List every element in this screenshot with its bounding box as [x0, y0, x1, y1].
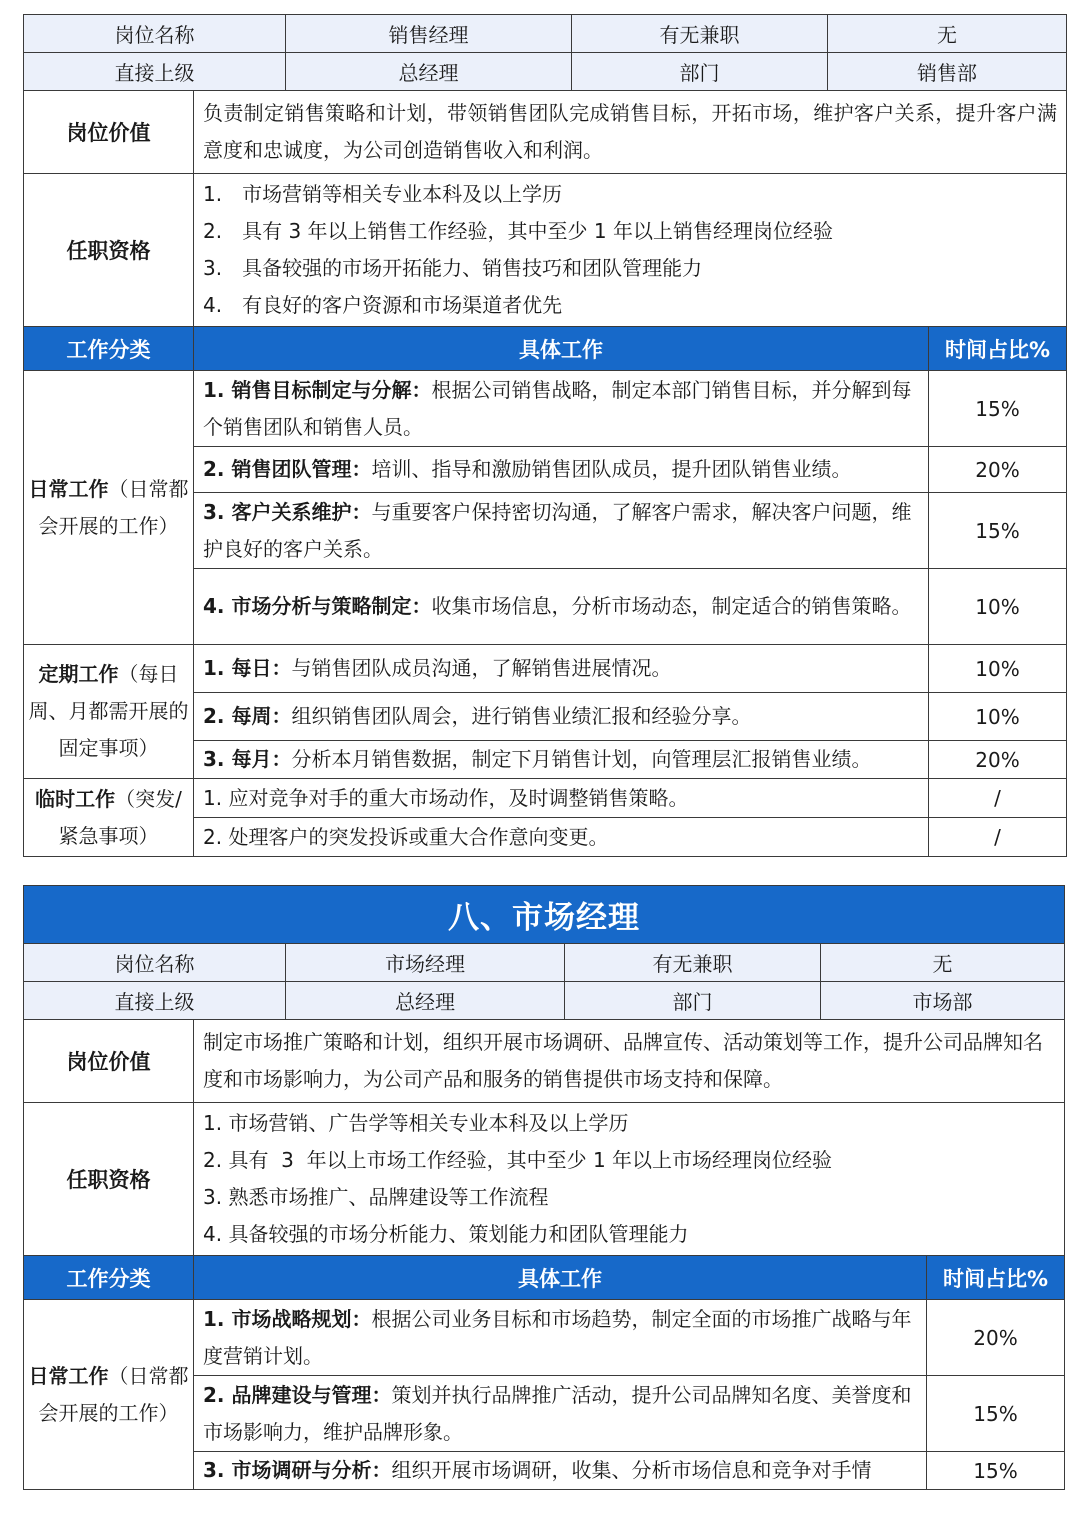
- category-rest: （每日周、月都需开展的固定事项）: [28, 662, 189, 760]
- task-cell: [194, 371, 929, 447]
- qualification-item: 2. 具有 3 年以上市场工作经验，其中至少 1 年以上市场经理岗位经验: [203, 1148, 833, 1172]
- task-title: 3. 每月：: [203, 747, 292, 771]
- position-value-text: 制定市场推广策略和计划，组织开展市场调研、品牌宣传、活动策划等工作，提升公司品牌知名度和市场影响力，为公司产品和服务的销售提供市场支持和保障。: [194, 1020, 1065, 1103]
- label-department: 部门: [565, 982, 821, 1020]
- position-value-label: 岗位价值: [24, 91, 194, 174]
- section-title: 八、市场经理: [24, 886, 1065, 944]
- task-percent: 15%: [927, 1376, 1065, 1452]
- periodic-work-category: [24, 645, 194, 779]
- market-manager-table: [23, 885, 1065, 1490]
- task-text: 分析本月销售数据，制定下月销售计划，向管理层汇报销售业绩。: [291, 747, 872, 771]
- category-bold: 定期工作: [38, 662, 119, 686]
- label-superior: 直接上级: [24, 982, 286, 1020]
- category-rest: （突发/紧急事项）: [58, 786, 182, 848]
- task-percent: 20%: [929, 741, 1067, 779]
- task-percent: 10%: [929, 645, 1067, 693]
- task-title: 1. 每日：: [203, 656, 292, 680]
- category-rest: （日常都会开展的工作）: [38, 476, 189, 538]
- value-position: 市场经理: [286, 944, 565, 982]
- task-text: 1. 应对竞争对手的重大市场动作，及时调整销售策略。: [194, 779, 929, 818]
- temporary-work-category: [24, 779, 194, 857]
- task-title: 3. 市场调研与分析：: [203, 1458, 392, 1482]
- qualifications-label: 任职资格: [24, 1103, 194, 1256]
- task-percent: /: [929, 779, 1067, 818]
- task-text: 组织销售团队周会，进行销售业绩汇报和经验分享。: [291, 704, 752, 728]
- task-cell: [194, 1376, 927, 1452]
- task-cell: [194, 447, 929, 493]
- task-text: 根据公司销售战略，制定本部门销售目标，并分解到每个销售团队和销售人员。: [203, 377, 912, 439]
- task-title: 2. 每周：: [203, 704, 292, 728]
- task-title: 4. 市场分析与策略制定：: [203, 594, 432, 618]
- task-cell: [194, 645, 929, 693]
- header-time: 时间占比%: [927, 1256, 1065, 1300]
- task-percent: 15%: [929, 493, 1067, 569]
- task-title: 1. 市场战略规划：: [203, 1306, 372, 1331]
- header-category: 工作分类: [24, 327, 194, 371]
- label-concurrent: 有无兼职: [572, 15, 828, 53]
- qualification-item: 2. 具有 3 年以上销售工作经验，其中至少 1 年以上销售经理岗位经验: [203, 219, 833, 243]
- daily-work-category: [24, 1300, 194, 1490]
- task-cell: [194, 741, 929, 779]
- task-text: 策划并执行品牌推广活动，提升公司品牌知名度、美誉度和市场影响力，维护品牌形象。: [203, 1382, 912, 1444]
- qualification-item: 1. 市场营销等相关专业本科及以上学历: [203, 182, 563, 206]
- task-cell: [194, 693, 929, 741]
- qualifications-label: 任职资格: [24, 174, 194, 327]
- daily-work-category: [24, 371, 194, 645]
- task-percent: 20%: [929, 447, 1067, 493]
- task-cell: [194, 1452, 927, 1490]
- task-cell: [194, 569, 929, 645]
- qualification-item: 1. 市场营销、广告学等相关专业本科及以上学历: [203, 1111, 629, 1135]
- task-text: 收集市场信息，分析市场动态，制定适合的销售策略。: [431, 594, 912, 618]
- task-cell: [194, 493, 929, 569]
- task-text: 与销售团队成员沟通，了解销售进展情况。: [291, 656, 672, 680]
- task-title: 2. 品牌建设与管理：: [203, 1382, 392, 1407]
- task-text: 2. 处理客户的突发投诉或重大合作意向变更。: [194, 818, 929, 857]
- label-department: 部门: [572, 53, 828, 91]
- category-bold: 日常工作: [28, 1363, 109, 1388]
- header-time: 时间占比%: [929, 327, 1067, 371]
- task-title: 3. 客户关系维护：: [203, 499, 372, 524]
- task-percent: /: [929, 818, 1067, 857]
- value-concurrent: 无: [828, 15, 1067, 53]
- task-percent: 15%: [927, 1452, 1065, 1490]
- label-concurrent: 有无兼职: [565, 944, 821, 982]
- qualification-item: 3. 具备较强的市场开拓能力、销售技巧和团队管理能力: [203, 256, 703, 280]
- header-category: 工作分类: [24, 1256, 194, 1300]
- header-work: 具体工作: [194, 327, 929, 371]
- header-work: 具体工作: [194, 1256, 927, 1300]
- category-bold: 日常工作: [28, 476, 109, 501]
- sales-manager-table: [23, 14, 1067, 857]
- category-bold: 临时工作: [35, 786, 116, 811]
- label-position: 岗位名称: [24, 15, 286, 53]
- task-text: 培训、指导和激励销售团队成员，提升团队销售业绩。: [371, 457, 852, 481]
- category-rest: （日常都会开展的工作）: [38, 1363, 189, 1425]
- value-superior: 总经理: [286, 982, 565, 1020]
- task-text: 根据公司业务目标和市场趋势，制定全面的市场推广战略与年度营销计划。: [203, 1306, 912, 1368]
- position-value-text: 负责制定销售策略和计划，带领销售团队完成销售目标，开拓市场，维护客户关系，提升客户满意度和忠诚度，为公司创造销售收入和利润。: [194, 91, 1067, 174]
- task-percent: 10%: [929, 569, 1067, 645]
- label-position: 岗位名称: [24, 944, 286, 982]
- qualifications-list: [194, 1103, 1065, 1256]
- label-superior: 直接上级: [24, 53, 286, 91]
- qualifications-list: [194, 174, 1067, 327]
- task-title: 1. 销售目标制定与分解：: [203, 377, 432, 402]
- task-percent: 10%: [929, 693, 1067, 741]
- task-text: 与重要客户保持密切沟通，了解客户需求，解决客户问题，维护良好的客户关系。: [203, 499, 912, 561]
- qualification-item: 3. 熟悉市场推广、品牌建设等工作流程: [203, 1185, 549, 1209]
- task-percent: 15%: [929, 371, 1067, 447]
- position-value-label: 岗位价值: [24, 1020, 194, 1103]
- value-position: 销售经理: [286, 15, 572, 53]
- value-concurrent: 无: [821, 944, 1065, 982]
- value-department: 销售部: [828, 53, 1067, 91]
- qualification-item: 4. 有良好的客户资源和市场渠道者优先: [203, 293, 563, 317]
- task-text: 组织开展市场调研，收集、分析市场信息和竞争对手情: [391, 1458, 872, 1482]
- task-title: 2. 销售团队管理：: [203, 457, 372, 481]
- qualification-item: 4. 具备较强的市场分析能力、策划能力和团队管理能力: [203, 1222, 689, 1246]
- task-percent: 20%: [927, 1300, 1065, 1376]
- task-cell: [194, 1300, 927, 1376]
- value-superior: 总经理: [286, 53, 572, 91]
- value-department: 市场部: [821, 982, 1065, 1020]
